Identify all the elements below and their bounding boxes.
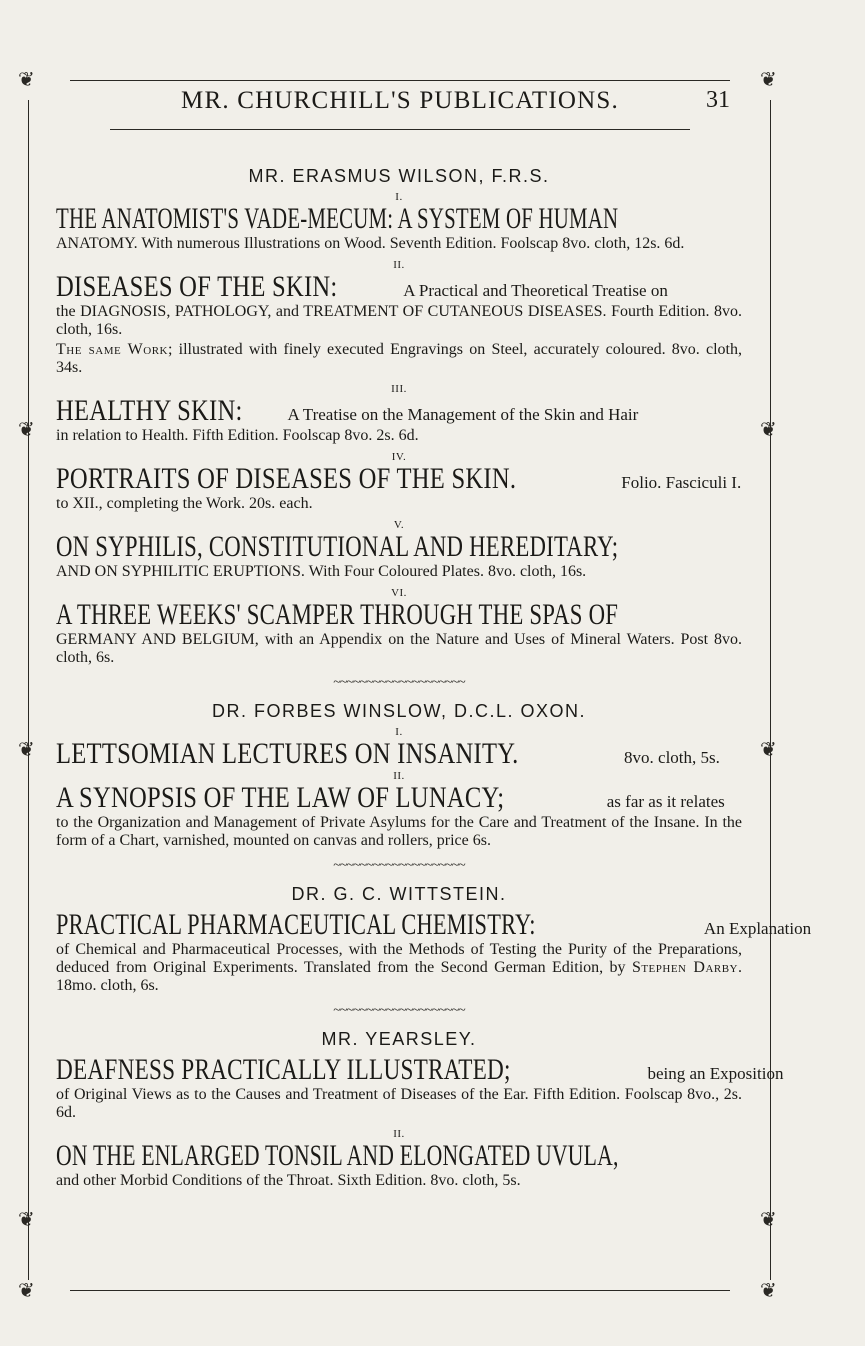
book-title-tail: Folio. Fasciculi I. [621,473,742,492]
book-title: LETTSOMIAN LECTURES ON INSANITY. [56,737,519,770]
section-divider: ~~~~~~~~~~~~~~~~~~~~ [333,1003,465,1018]
side-ornament-right-3: ❦ [760,1209,777,1231]
entry-number: II. [393,770,405,782]
book-title: PORTRAITS OF DISEASES OF THE SKIN. [56,462,517,495]
corner-ornament-bottom-right: ❦ [760,1280,777,1302]
author-section-winslow [56,701,742,850]
author-section-wittstein [56,884,812,995]
publication-entry [56,908,812,995]
corner-ornament-top-right: ❦ [760,69,777,91]
book-title: HEALTHY SKIN: [56,394,243,427]
book-description: of Original Views as to the Causes and Treatment of Diseases of the Ear. Fifth Edition. Foolscap 8vo., 2s. 6d. [56,1086,742,1121]
publication-entry [56,1128,742,1190]
section-divider: ~~~~~~~~~~~~~~~~~~~~ [333,675,465,690]
book-title: A THREE WEEKS' SCAMPER THROUGH THE SPAS OF [56,598,619,631]
book-title: PRACTICAL PHARMACEUTICAL CHEMISTRY: [56,908,536,941]
translator-name: Stephen Darby [631,959,739,976]
book-title-tail: An Explanation [703,919,812,938]
author-section-yearsley [56,1029,784,1190]
description-text: of Chemical and Pharmaceutical Processes, with the Methods of Testing the Purity of the Preparations, deduced from Original Experiments. Translated from the Second German Edition, by [56,941,742,976]
side-ornament-right-2: ❦ [760,739,777,761]
header-under-rule [110,129,690,130]
section-divider: ~~~~~~~~~~~~~~~~~~~~ [333,858,465,873]
book-description: the DIAGNOSIS, PATHOLOGY, and TREATMENT OF CUTANEOUS DISEASES. Fourth Edition. 8vo. cloth, 16s. [56,303,742,338]
side-ornament-left-3: ❦ [18,1209,35,1231]
variant-text: ; illustrated with finely executed Engravings on Steel, accurately coloured. 8vo. cloth, 34s. [56,341,742,376]
book-title-tail: A Practical and Theoretical Treatise on [403,281,668,300]
author-section-wilson [56,166,742,667]
publication-entry [56,191,742,253]
publication-entry [56,259,742,377]
publication-entry [56,519,742,581]
right-border-line [770,100,771,1280]
author-name: DR. FORBES WINSLOW, D.C.L. OXON. [211,701,587,721]
entry-number: I. [395,726,403,738]
corner-ornament-top-left: ❦ [18,69,35,91]
corner-ornament-bottom-left: ❦ [18,1280,35,1302]
publication-entry [56,451,742,513]
description-tail: . 18mo. cloth, 6s. [56,959,743,994]
book-title: DISEASES OF THE SKIN: [56,270,338,303]
publication-entry [56,1053,784,1122]
entry-number: II. [393,1128,405,1140]
book-title: THE ANATOMIST'S VADE-MECUM: A SYSTEM OF HUMAN [56,202,619,235]
book-description: ANATOMY. With numerous Illustrations on Wood. Seventh Edition. Foolscap 8vo. cloth, 12s. 6d. [56,235,685,252]
side-ornament-left-2: ❦ [18,739,35,761]
page-title: MR. CHURCHILL'S PUBLICATIONS. [181,87,619,114]
book-description: and other Morbid Conditions of the Throat. Sixth Edition. 8vo. cloth, 5s. [56,1172,521,1189]
entry-number: III. [391,383,407,395]
left-border-line [28,100,29,1280]
publication-entry [56,587,742,667]
book-description: AND ON SYPHILITIC ERUPTIONS. With Four Coloured Plates. 8vo. cloth, 16s. [56,563,587,580]
side-ornament-left-1: ❦ [18,419,35,441]
book-title: DEAFNESS PRACTICALLY ILLUSTRATED; [56,1053,511,1086]
book-variant [56,341,742,377]
book-title: ON THE ENLARGED TONSIL AND ELONGATED UVULA, [56,1139,619,1172]
book-description: GERMANY AND BELGIUM, with an Appendix on the Nature and Uses of Mineral Waters. Post 8vo. cloth, 6s. [56,631,742,666]
variant-lead: The same Work [56,341,168,358]
author-name: MR. ERASMUS WILSON, F.R.S. [248,166,550,186]
side-ornament-right-1: ❦ [760,419,777,441]
book-title-tail: 8vo. cloth, 5s. [624,748,720,767]
author-name: MR. YEARSLEY. [321,1029,477,1049]
entry-number: VI. [391,587,407,599]
page-header [0,87,800,123]
entry-number: IV. [391,451,407,463]
book-title: ON SYPHILIS, CONSTITUTIONAL AND HEREDITARY; [56,530,619,563]
entry-number: I. [395,191,403,203]
publication-entry [56,770,742,850]
book-description: to XII., completing the Work. 20s. each. [56,495,313,512]
publication-entry [56,726,742,770]
publications-list [56,166,812,1196]
publication-entry [56,383,742,445]
top-border-rule [70,80,730,81]
book-title-tail: being an Exposition [647,1064,784,1083]
entry-number: II. [393,259,405,271]
entry-number: V. [393,519,405,531]
author-name: DR. G. C. WITTSTEIN. [291,884,507,904]
book-description: to the Organization and Management of Private Asylums for the Care and Treatment of the Insane. In the form of a Chart, varnished, mounted on canvas and rollers, price 6s. [56,814,742,849]
book-title-tail: as far as it relates [606,792,725,811]
bottom-border-rule [70,1290,730,1291]
book-description [56,941,742,995]
book-description: in relation to Health. Fifth Edition. Foolscap 8vo. 2s. 6d. [56,427,419,444]
book-title: A SYNOPSIS OF THE LAW OF LUNACY; [56,781,505,814]
book-title-tail: A Treatise on the Management of the Skin and Hair [287,405,639,424]
page-number: 31 [706,87,730,113]
